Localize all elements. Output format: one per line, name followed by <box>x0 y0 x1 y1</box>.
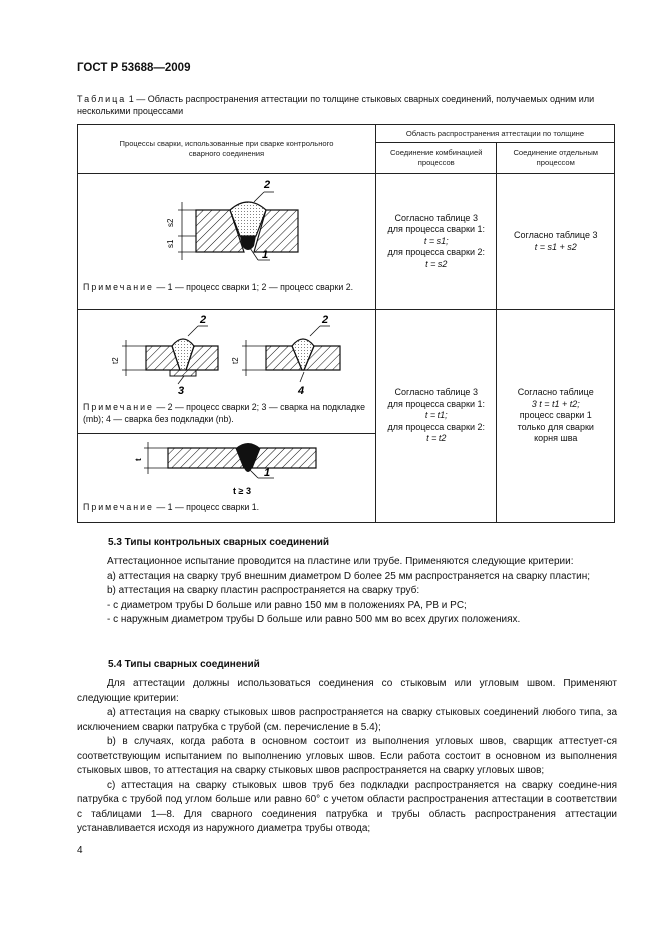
text-line: для процесса сварки 1: <box>387 224 485 235</box>
leader-line <box>250 470 258 478</box>
text-line: Согласно таблице 3 <box>514 230 598 240</box>
text-line: t = t2 <box>426 433 447 444</box>
thickness-condition: t ≥ 3 <box>233 486 251 496</box>
row3-weld-diagram <box>78 434 374 498</box>
text-line: процесс сварки 1 <box>519 410 592 421</box>
text-line: Согласно таблице <box>517 387 594 398</box>
row1-col3 <box>497 174 615 310</box>
text-line: 3 t = t1 + t2; <box>531 398 580 409</box>
plate-right <box>252 448 316 468</box>
plate-left <box>168 448 244 468</box>
label-3: 3 <box>178 385 185 397</box>
paragraph: Для аттестации должны использоваться соединения со стыковым или угловым швом. Применяют следующие критерии: <box>77 678 617 704</box>
dim-s1: s1 <box>166 239 175 248</box>
row2-weld-diagram <box>78 310 374 402</box>
leader-line <box>254 192 264 202</box>
standard-header: ГОСТ Р 53688—2009 <box>77 62 191 74</box>
row3-diagram-cell <box>78 434 376 523</box>
note-label: Примечание <box>83 502 154 512</box>
dim-t2-right: t2 <box>231 357 240 364</box>
attestation-table <box>77 124 615 523</box>
paragraph: b) аттестация на сварку пластин распространяется на сварку труб: <box>107 585 420 596</box>
page-number: 4 <box>77 845 83 856</box>
paragraph: - с наружным диаметром трубы D больше или равно 500 мм во всех других положениях. <box>107 614 521 625</box>
row2-col2 <box>375 310 497 523</box>
row2-note <box>78 402 375 428</box>
leader-line <box>310 326 320 336</box>
label-2-left: 2 <box>200 314 207 326</box>
text-line: для процесса сварки 2: <box>387 421 485 432</box>
text-line: корня шва <box>534 433 578 444</box>
note-label: Примечание <box>83 282 154 292</box>
caption-label: Таблица <box>77 94 127 104</box>
text-line: t = s1; <box>423 235 449 246</box>
row3-note <box>78 498 375 517</box>
backing-strip <box>170 370 196 376</box>
group-header: Область распространения аттестации по толщине <box>375 125 614 143</box>
row1-note <box>78 282 375 297</box>
paragraph: а) аттестация на сварку труб внешним диаметром D более 25 мм распространяется на сварку пластин; <box>107 570 591 582</box>
text-line: только для сварки <box>517 421 594 432</box>
paragraph: - с диаметром трубы D больше или равно 150 мм в положениях PA, PB и PC; <box>107 599 467 611</box>
section-5-4-title: 5.4 Типы сварных соединений <box>108 659 260 670</box>
row2-col3 <box>497 310 615 523</box>
section-5-3-body <box>77 555 617 628</box>
label-2: 2 <box>264 179 271 191</box>
row1-weld-diagram <box>78 174 374 282</box>
label-4: 4 <box>298 385 305 397</box>
text-line: t = s2 <box>425 258 448 269</box>
dim-s2: s2 <box>166 218 175 227</box>
text-line: Согласно таблице 3 <box>394 387 478 398</box>
paragraph: а) аттестация на сварку стыковых швов распространяется на сварку стыковых соединений любого типа, за исключением сварки патрубка с трубой (см. перечисление в 5.4); <box>77 707 617 733</box>
label-1: 1 <box>262 249 269 261</box>
note-label: Примечание <box>83 402 154 412</box>
leader-line <box>300 372 304 382</box>
note-text: — 1 — процесс сварки 1; 2 — процесс сварки 2. <box>153 282 354 292</box>
text-line: для процесса сварки 1: <box>387 398 485 409</box>
paragraph: Аттестационное испытание проводится на пластине или трубе. Применяются следующие критерии: <box>107 556 574 567</box>
paragraph: с) аттестация на сварку стыковых швов труб без подкладки распространяется на сварку соедине-ния патрубка с трубой под углом больше или равно 60° с учетом области распространения аттестации в соответствии с таблицами 1—8. Для сварного соединения патрубка и трубы область распространения аттестации устанавливается исходя из наружного диаметра трубы отвода; <box>77 779 617 834</box>
leader-line <box>178 376 184 384</box>
col1-header: Процессы сварки, использованные при сварке контрольного сварного соединения <box>78 125 376 174</box>
note-text: — 2 — процесс сварки 2; 3 — сварка на подкладке (mb); 4 — сварка без подкладки (nb). <box>83 402 365 424</box>
text-line: t = s1 + s2 <box>534 241 577 252</box>
row1-diagram-cell <box>78 174 376 310</box>
note-text: — 1 — процесс сварки 1. <box>153 502 260 512</box>
dim-t2-left: t2 <box>111 357 120 364</box>
text-line: для процесса сварки 2: <box>387 247 485 258</box>
paragraph: b) в случаях, когда работа в основном состоит из выполнения угловых швов, сварщик аттестует-ся соответствующим испытанием по выполнению угловых швов. Если работа состоит в основном из выполнения стыковых швов, то аттестация на сварку стыковых швов распространяется на сварку угловых швов; <box>77 736 617 776</box>
label-1: 1 <box>264 467 271 479</box>
label-2-right: 2 <box>322 314 329 326</box>
col2-header: Соединение комбинацией процессов <box>375 143 497 174</box>
leader-line <box>188 326 198 336</box>
dim-t: t <box>134 458 143 461</box>
text-line: t = t1; <box>424 410 448 421</box>
col3-header: Соединение отдельным процессом <box>497 143 615 174</box>
text-line: Согласно таблице 3 <box>394 212 478 223</box>
section-5-4-body <box>77 677 617 837</box>
table-caption <box>77 93 617 117</box>
section-5-3-title: 5.3 Типы контрольных сварных соединений <box>108 537 330 548</box>
caption-text: 1 — Область распространения аттестации по толщине стыковых сварных соединений, получаемых одним или несколькими процессами <box>77 94 595 116</box>
row2-diagram-cell <box>78 310 376 434</box>
row1-col2 <box>375 174 497 310</box>
